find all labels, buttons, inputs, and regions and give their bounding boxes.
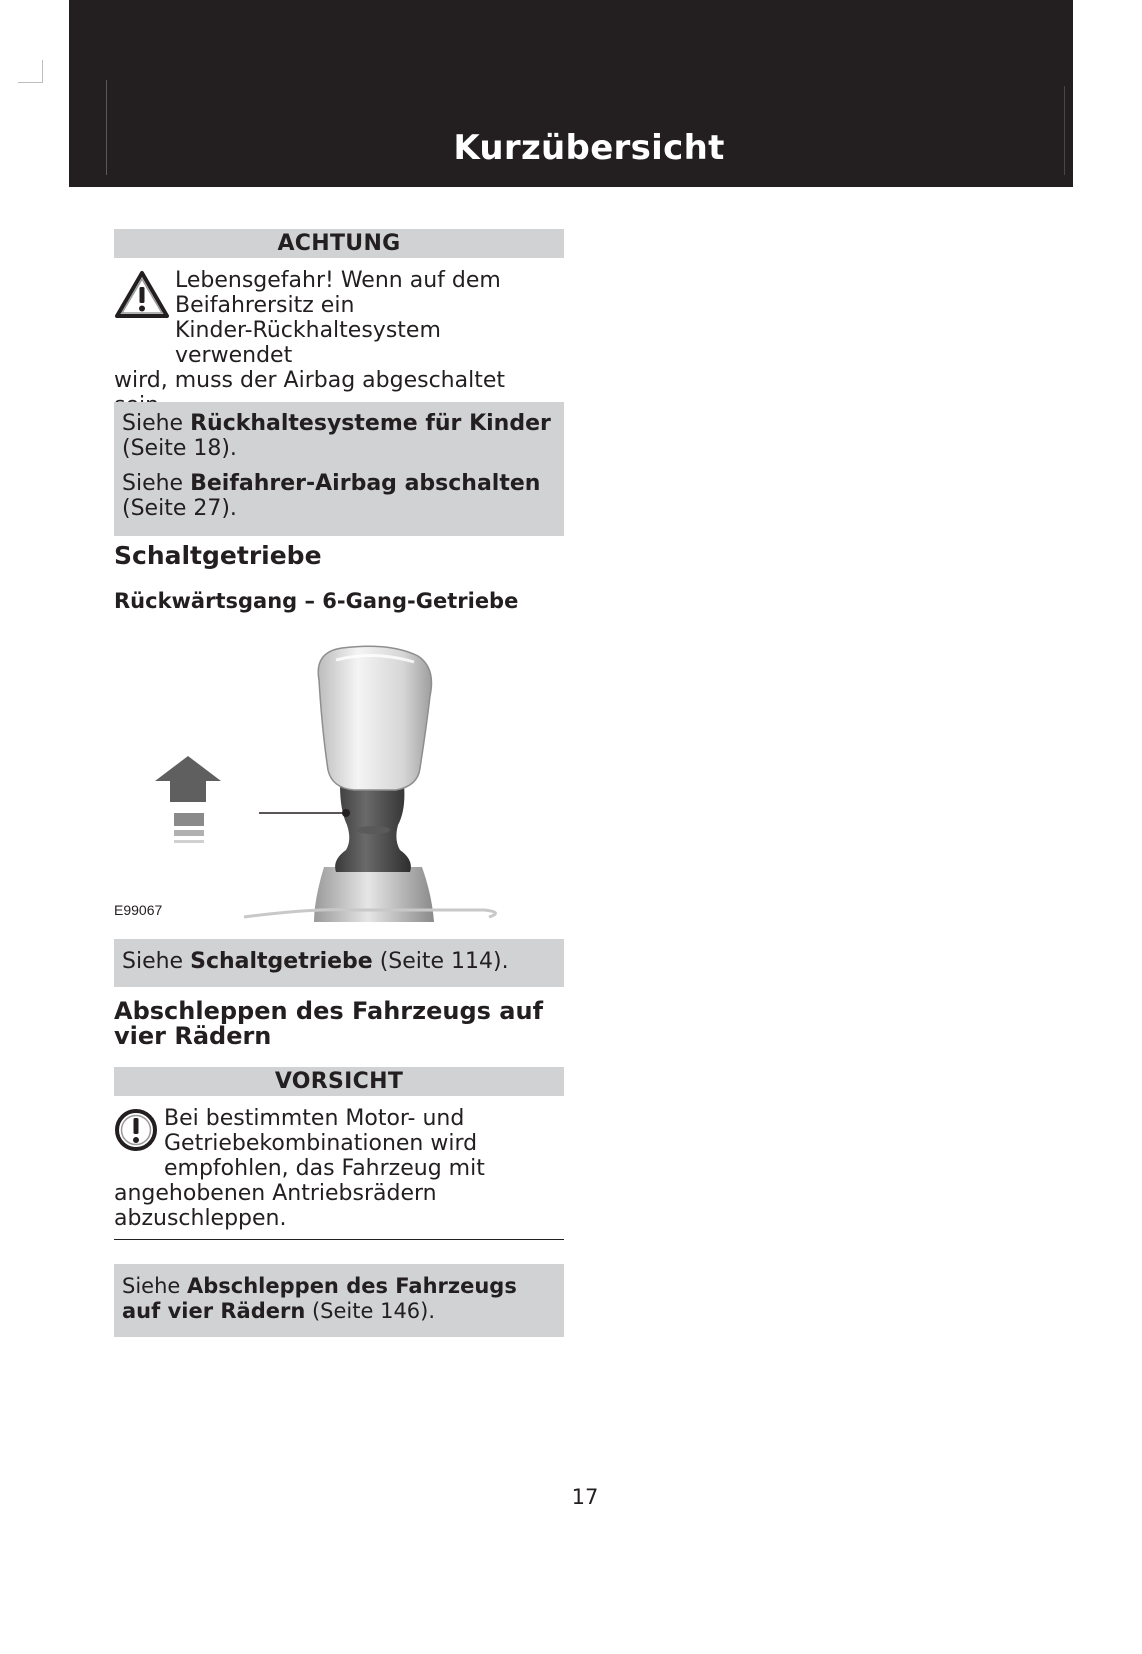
- caution-circle-icon: [114, 1108, 158, 1152]
- section-heading-towing: Abschleppen des Fahrzeugs auf vier Rädern: [114, 997, 544, 1050]
- vorsicht-line2: Getriebekombinationen wird: [164, 1131, 478, 1156]
- achtung-line3: Kinder-Rückhaltesystem verwendet: [175, 318, 441, 368]
- reference-box-towing: [114, 1264, 564, 1337]
- gear-knob-image: [114, 640, 564, 922]
- vorsicht-line4: angehobenen Antriebsrädern: [114, 1181, 437, 1206]
- vorsicht-line3: empfohlen, das Fahrzeug mit: [164, 1156, 485, 1181]
- page-header: [69, 0, 1073, 187]
- page-title: Kurzübersicht: [453, 128, 725, 168]
- reference-item: Siehe Beifahrer-Airbag abschalten (Seite 27).: [122, 471, 541, 521]
- reference-link[interactable]: Beifahrer-Airbag abschalten: [190, 471, 541, 496]
- crop-mark: [18, 60, 43, 83]
- achtung-line2: Beifahrersitz ein: [175, 293, 355, 318]
- vorsicht-banner: VORSICHT: [114, 1067, 564, 1096]
- reference-item: Siehe Abschleppen des Fahrzeugs auf vier Rädern (Seite 146).: [122, 1274, 517, 1323]
- achtung-line4: wird, muss der Airbag abgeschaltet: [114, 368, 505, 393]
- vorsicht-box: [114, 1067, 564, 1240]
- reference-item: Siehe Rückhaltesysteme für Kinder (Seite 18).: [122, 411, 551, 461]
- gear-shift-illustration: [114, 640, 564, 922]
- achtung-box: [114, 229, 564, 427]
- section-subheading: Rückwärtsgang – 6-Gang-Getriebe: [114, 589, 519, 613]
- reference-link[interactable]: Abschleppen des Fahrzeugs auf vier Rädern: [122, 1274, 517, 1323]
- section-heading: Schaltgetriebe: [114, 541, 322, 570]
- warning-triangle-icon: [114, 270, 170, 320]
- vorsicht-line5: abzuschleppen.: [114, 1206, 287, 1231]
- vorsicht-text: [114, 1096, 564, 1240]
- figure-caption: E99067: [114, 902, 163, 918]
- vorsicht-line1: Bei bestimmten Motor- und: [164, 1106, 465, 1131]
- achtung-banner: ACHTUNG: [114, 229, 564, 258]
- page-number: 17: [571, 1485, 599, 1509]
- reference-item: Siehe Schaltgetriebe (Seite 114).: [122, 949, 509, 974]
- reference-box-gearbox: [114, 939, 564, 987]
- reference-box-restraints: [114, 402, 564, 536]
- reference-link[interactable]: Schaltgetriebe: [190, 949, 373, 974]
- achtung-line1: Lebensgefahr! Wenn auf dem: [175, 268, 501, 293]
- reference-link[interactable]: Rückhaltesysteme für Kinder: [190, 411, 551, 436]
